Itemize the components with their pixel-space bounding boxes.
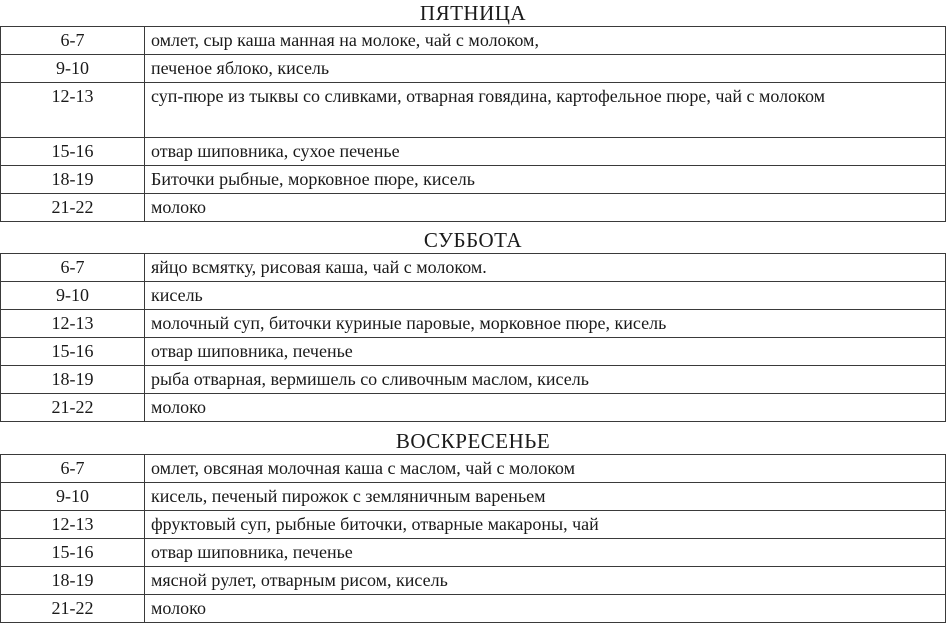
table-row — [1, 511, 946, 539]
meal-menu: омлет, овсяная молочная каша с маслом, чай с молоком — [145, 455, 946, 483]
table-row — [1, 166, 946, 194]
table-row — [1, 282, 946, 310]
meal-table — [0, 454, 946, 623]
meal-menu: омлет, сыр каша манная на молоке, чай с молоком, — [145, 27, 946, 55]
table-row — [1, 455, 946, 483]
table-row — [1, 55, 946, 83]
meal-menu: кисель — [145, 282, 946, 310]
day-block-sunday — [0, 428, 946, 623]
meal-time: 15-16 — [1, 539, 145, 567]
day-block-friday — [0, 0, 946, 222]
day-title: ПЯТНИЦА — [419, 1, 527, 25]
table-row — [1, 338, 946, 366]
table-row — [1, 194, 946, 222]
meal-time: 6-7 — [1, 254, 145, 282]
meal-menu: суп-пюре из тыквы со сливками, отварная говядина, картофельное пюре, чай с молоком — [145, 83, 946, 138]
meal-menu: отвар шиповника, печенье — [145, 338, 946, 366]
meal-menu: фруктовый суп, рыбные биточки, отварные макароны, чай — [145, 511, 946, 539]
table-row — [1, 595, 946, 623]
table-row — [1, 539, 946, 567]
table-row — [1, 394, 946, 422]
meal-table — [0, 26, 946, 222]
meal-time: 12-13 — [1, 310, 145, 338]
meal-menu: печеное яблоко, кисель — [145, 55, 946, 83]
meal-menu: рыба отварная, вермишель со сливочным маслом, кисель — [145, 366, 946, 394]
meal-time: 6-7 — [1, 455, 145, 483]
meal-menu: молоко — [145, 394, 946, 422]
meal-menu: молочный суп, биточки куриные паровые, морковное пюре, кисель — [145, 310, 946, 338]
meal-menu: мясной рулет, отварным рисом, кисель — [145, 567, 946, 595]
meal-menu: кисель, печеный пирожок с земляничным вареньем — [145, 483, 946, 511]
meal-menu: молоко — [145, 194, 946, 222]
meal-menu: молоко — [145, 595, 946, 623]
day-block-saturday — [0, 227, 946, 422]
table-row — [1, 83, 946, 138]
meal-time: 15-16 — [1, 138, 145, 166]
table-row — [1, 138, 946, 166]
table-row — [1, 483, 946, 511]
meal-time: 12-13 — [1, 83, 145, 138]
table-row — [1, 567, 946, 595]
meal-table — [0, 253, 946, 422]
meal-menu: отвар шиповника, печенье — [145, 539, 946, 567]
meal-time: 15-16 — [1, 338, 145, 366]
meal-time: 21-22 — [1, 194, 145, 222]
meal-time: 12-13 — [1, 511, 145, 539]
meal-time: 6-7 — [1, 27, 145, 55]
meal-time: 21-22 — [1, 595, 145, 623]
table-row — [1, 254, 946, 282]
day-title: СУББОТА — [423, 228, 523, 252]
meal-menu: яйцо всмятку, рисовая каша, чай с молоком. — [145, 254, 946, 282]
meal-menu: отвар шиповника, сухое печенье — [145, 138, 946, 166]
meal-time: 18-19 — [1, 567, 145, 595]
meal-time: 9-10 — [1, 282, 145, 310]
meal-time: 18-19 — [1, 166, 145, 194]
table-row — [1, 27, 946, 55]
meal-time: 9-10 — [1, 55, 145, 83]
meal-time: 18-19 — [1, 366, 145, 394]
meal-menu: Биточки рыбные, морковное пюре, кисель — [145, 166, 946, 194]
meal-time: 21-22 — [1, 394, 145, 422]
meal-time: 9-10 — [1, 483, 145, 511]
table-row — [1, 366, 946, 394]
day-title: ВОСКРЕСЕНЬЕ — [395, 429, 551, 453]
table-row — [1, 310, 946, 338]
